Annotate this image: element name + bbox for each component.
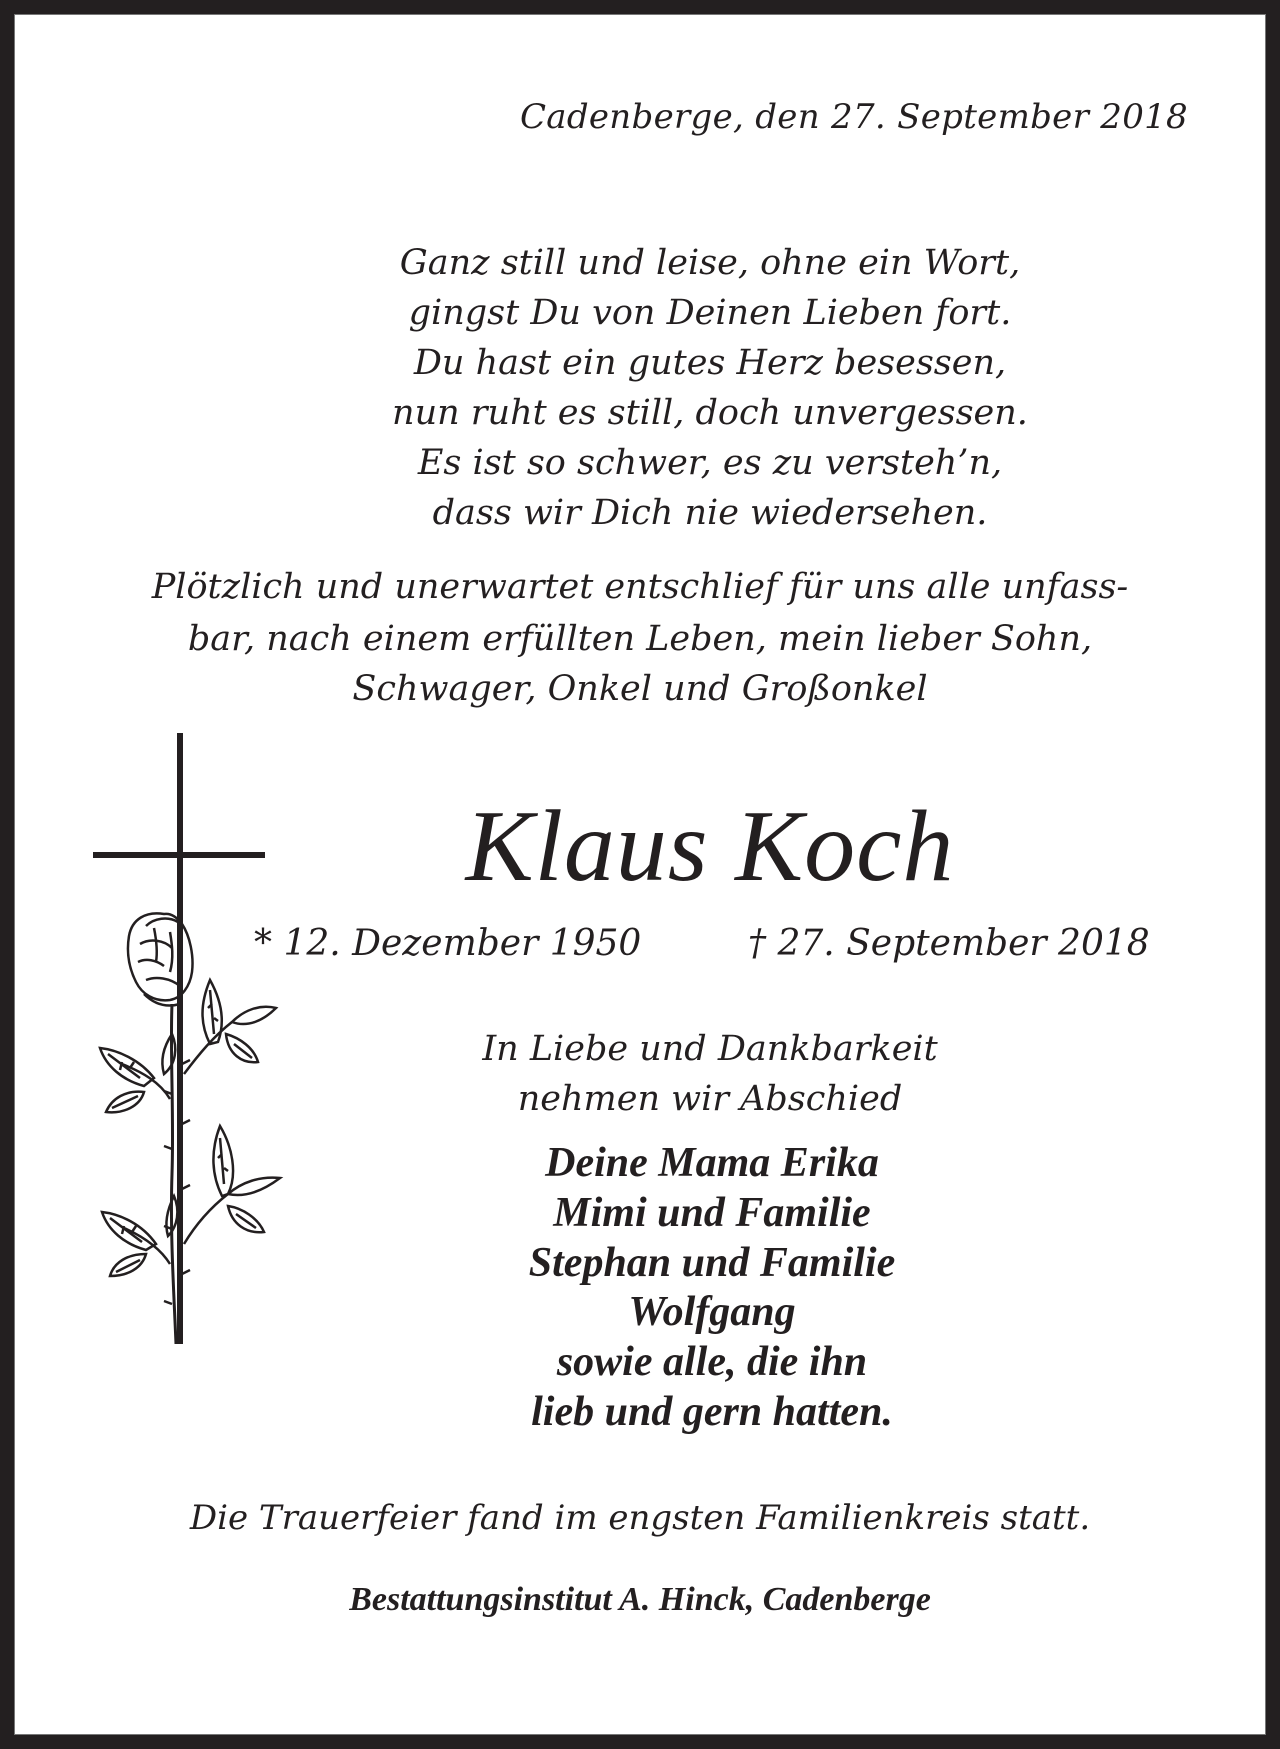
poem-line: Du hast ein gutes Herz besessen, — [413, 343, 1007, 383]
mourner-line: Deine Mama Erika — [545, 1140, 879, 1186]
mourner-line: Mimi und Familie — [553, 1190, 871, 1236]
mourner-line: Wolfgang — [628, 1289, 796, 1335]
poem-line: Es ist so schwer, es zu versteh’n, — [417, 443, 1003, 483]
poem-line: gingst Du von Deinen Lieben fort. — [408, 293, 1012, 333]
service-note: Die Trauerfeier fand im engsten Familienkreis statt. — [189, 1498, 1091, 1538]
undertaker-name: Bestattungsinstitut A. Hinck, Cadenberge — [349, 1581, 931, 1618]
birth-date: * 12. Dezember 1950 — [254, 923, 642, 964]
poem-line: Ganz still und leise, ohne ein Wort, — [399, 243, 1021, 283]
farewell-line: nehmen wir Abschied — [517, 1079, 903, 1119]
farewell-line: In Liebe und Dankbarkeit — [482, 1029, 938, 1069]
announcement-line: bar, nach einem erfüllten Leben, mein lieber Sohn, — [187, 619, 1093, 659]
deceased-name: Klaus Koch — [465, 790, 955, 903]
obituary-notice — [14, 14, 1266, 1735]
mourner-line: sowie alle, die ihn — [556, 1339, 868, 1385]
mourner-line: Stephan und Familie — [528, 1240, 896, 1286]
announcement-line: Schwager, Onkel und Großonkel — [352, 669, 928, 709]
mourner-line: lieb und gern hatten. — [531, 1389, 893, 1435]
death-date: † 27. September 2018 — [748, 923, 1150, 964]
poem-line: dass wir Dich nie wiedersehen. — [432, 493, 988, 533]
poem-line: nun ruht es still, doch unvergessen. — [392, 393, 1028, 433]
cross-with-rose-icon — [14, 14, 314, 1414]
place-date: Cadenberge, den 27. September 2018 — [519, 97, 1188, 137]
announcement-line: Plötzlich und unerwartet entschlief für uns alle unfass- — [151, 567, 1129, 607]
